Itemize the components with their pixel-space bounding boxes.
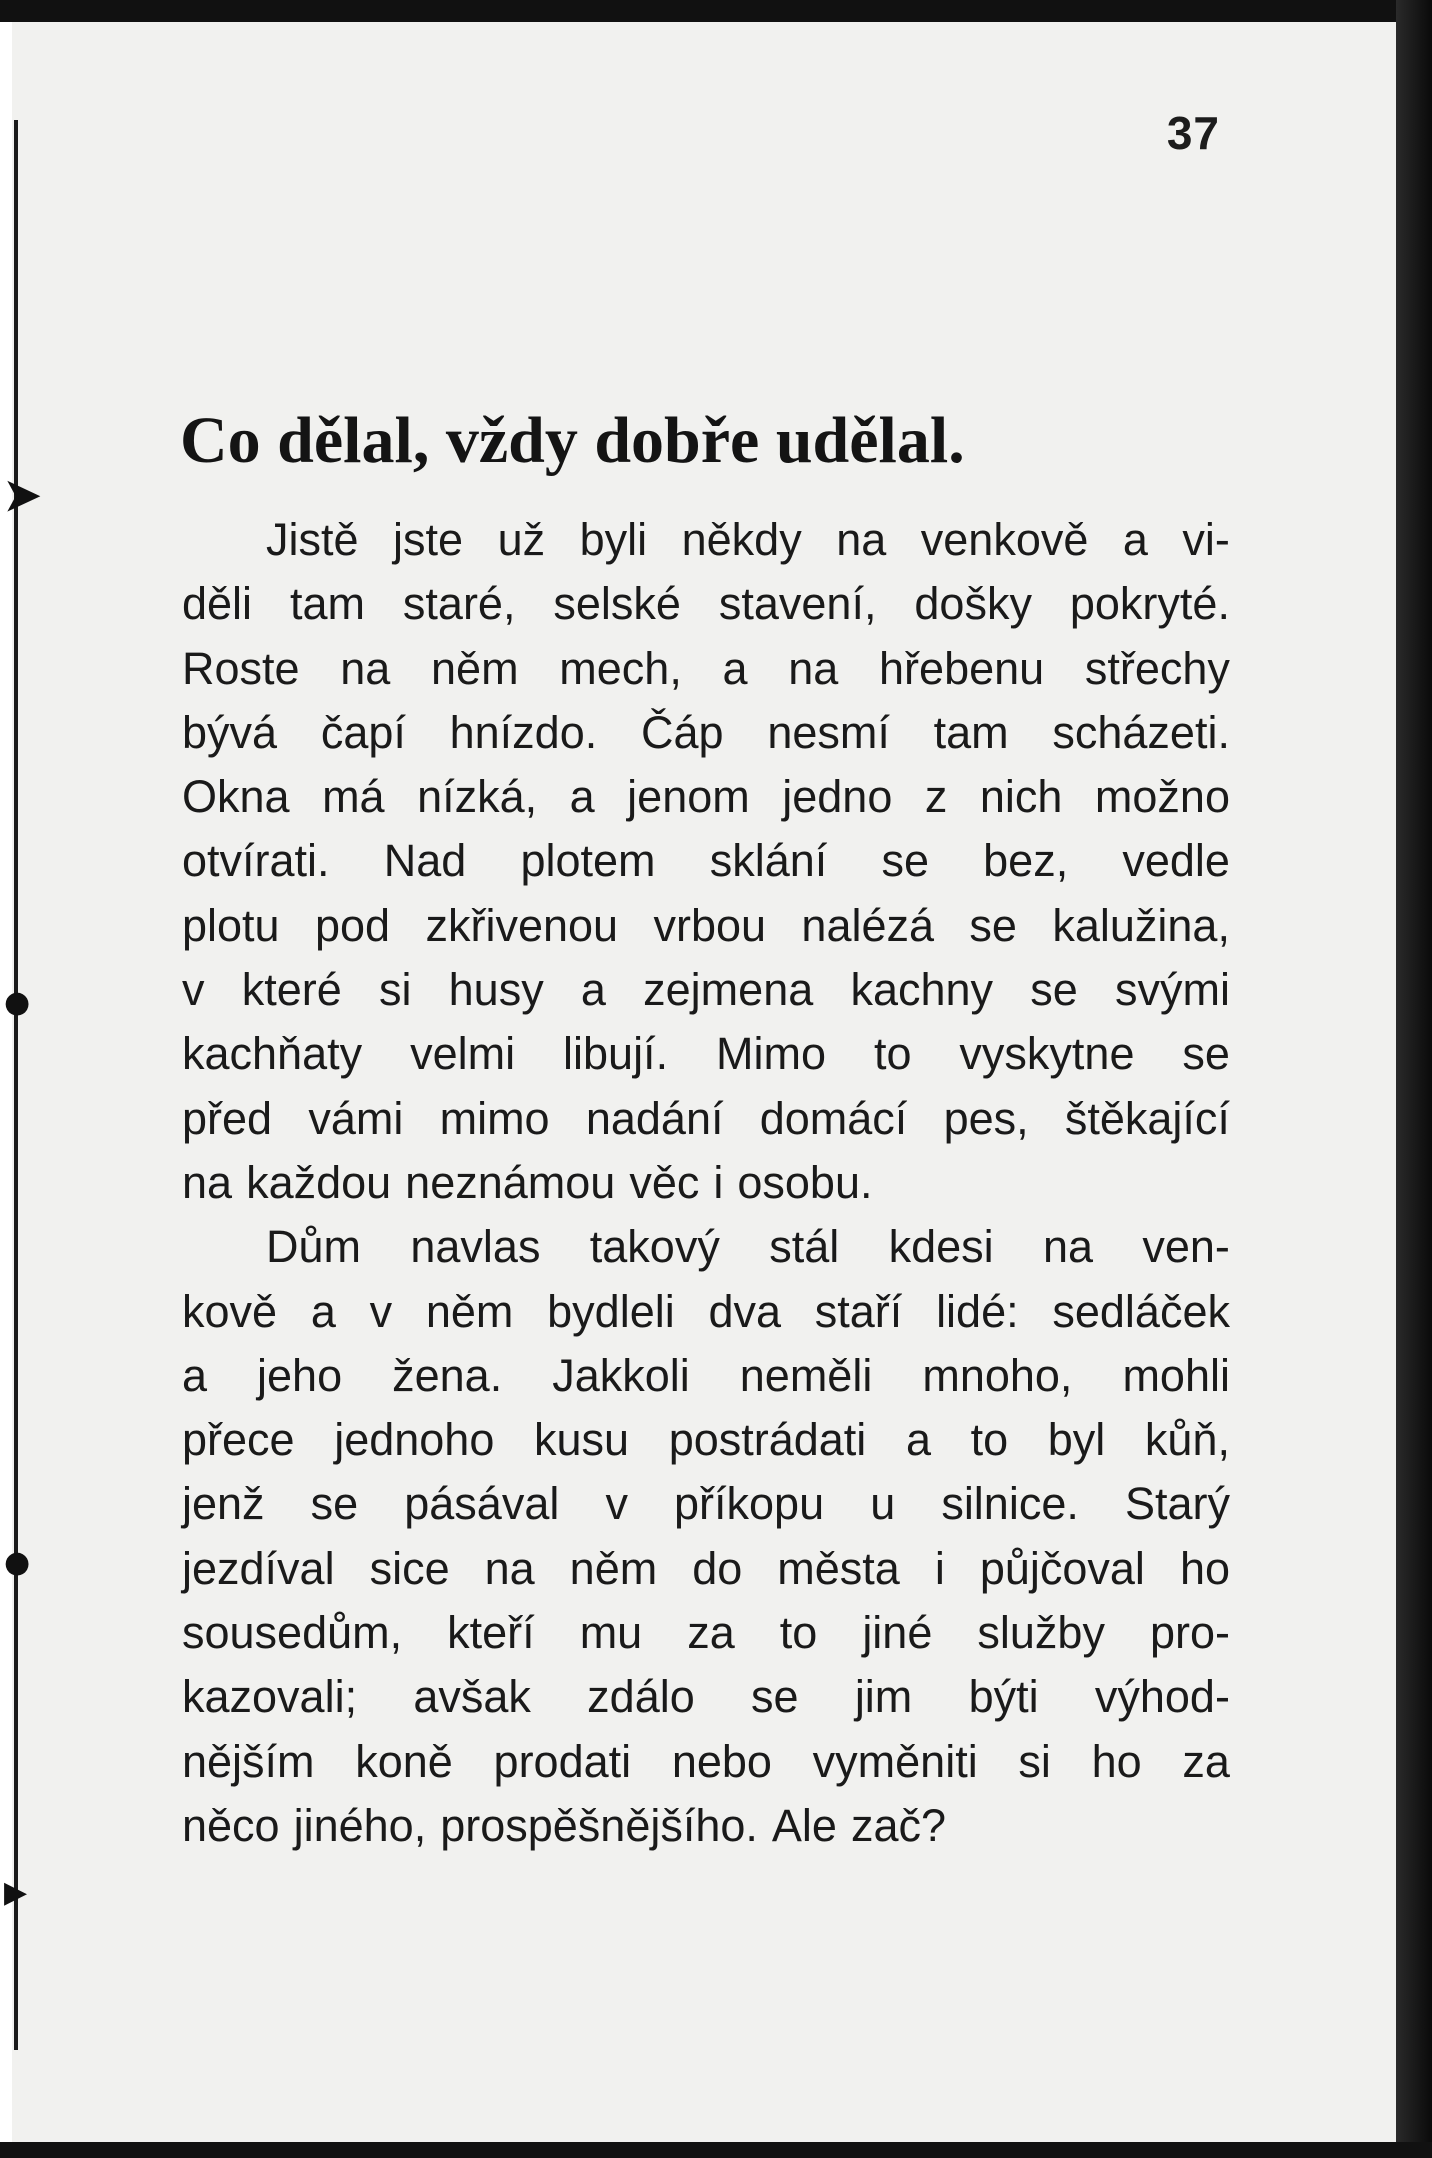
text-line: sousedům, kteří mu za to jiné služby pro- (182, 1607, 1230, 1659)
text-line: otvírati. Nad plotem sklání se bez, vedle (182, 835, 1230, 887)
text-line: kazovali; avšak zdálo se jim býti výhod- (182, 1671, 1230, 1723)
gutter-artifact: ➤ (4, 470, 41, 521)
text-line: bývá čapí hnízdo. Čáp nesmí tam scházeti. (182, 706, 1230, 758)
text-line: nějším koně prodati nebo vyměniti si ho za (182, 1735, 1230, 1787)
text-line: na každou neznámou věc i osobu. (182, 1156, 873, 1208)
text-line: kachňaty velmi libují. Mimo to vyskytne se (182, 1028, 1230, 1080)
text-line: Dům navlas takový stál kdesi na ven- (266, 1221, 1230, 1273)
text-line: před vámi mimo nadání domácí pes, štěkající (182, 1092, 1230, 1144)
gutter-artifact: ● (4, 985, 31, 1020)
scan-edge-right (1396, 0, 1432, 2158)
text-line: děli tam staré, selské stavení, došky pokryté. (182, 578, 1230, 630)
text-line: jezdíval sice na něm do města i půjčoval ho (182, 1542, 1230, 1594)
paragraph (182, 1215, 1230, 1858)
text-line: něco jiného, prospěšnějšího. Ale zač? (182, 1799, 947, 1851)
text-line: jenž se pásával v příkopu u silnice. Starý (182, 1478, 1230, 1530)
text-line: kově a v něm bydleli dva staří lidé: sedláček (182, 1285, 1230, 1337)
text-line: Roste na něm mech, a na hřebenu střechy (182, 642, 1230, 694)
text-line: Okna má nízká, a jenom jedno z nich možno (182, 771, 1230, 823)
gutter-artifact: ▶ (4, 1875, 28, 1910)
chapter-title: Co dělal, vždy dobře udělal. (180, 404, 965, 477)
text-line: Jistě jste už byli někdy na venkově a vi- (266, 514, 1230, 565)
text-line: přece jednoho kusu postrádati a to byl kůň, (182, 1414, 1230, 1466)
gutter-artifact: ● (4, 1545, 31, 1580)
text-line: plotu pod zkřivenou vrbou nalézá se kalužina, (182, 899, 1230, 951)
scan-edge-bottom (0, 2142, 1432, 2158)
body-text (182, 508, 1230, 1858)
binding-gutter (14, 120, 18, 2050)
text-line: v které si husy a zejmena kachny se svými (182, 964, 1230, 1016)
text-line: a jeho žena. Jakkoli neměli mnoho, mohli (182, 1349, 1230, 1401)
scan-edge-top (0, 0, 1432, 22)
paragraph (182, 508, 1230, 1215)
page-number: 37 (1166, 107, 1220, 159)
